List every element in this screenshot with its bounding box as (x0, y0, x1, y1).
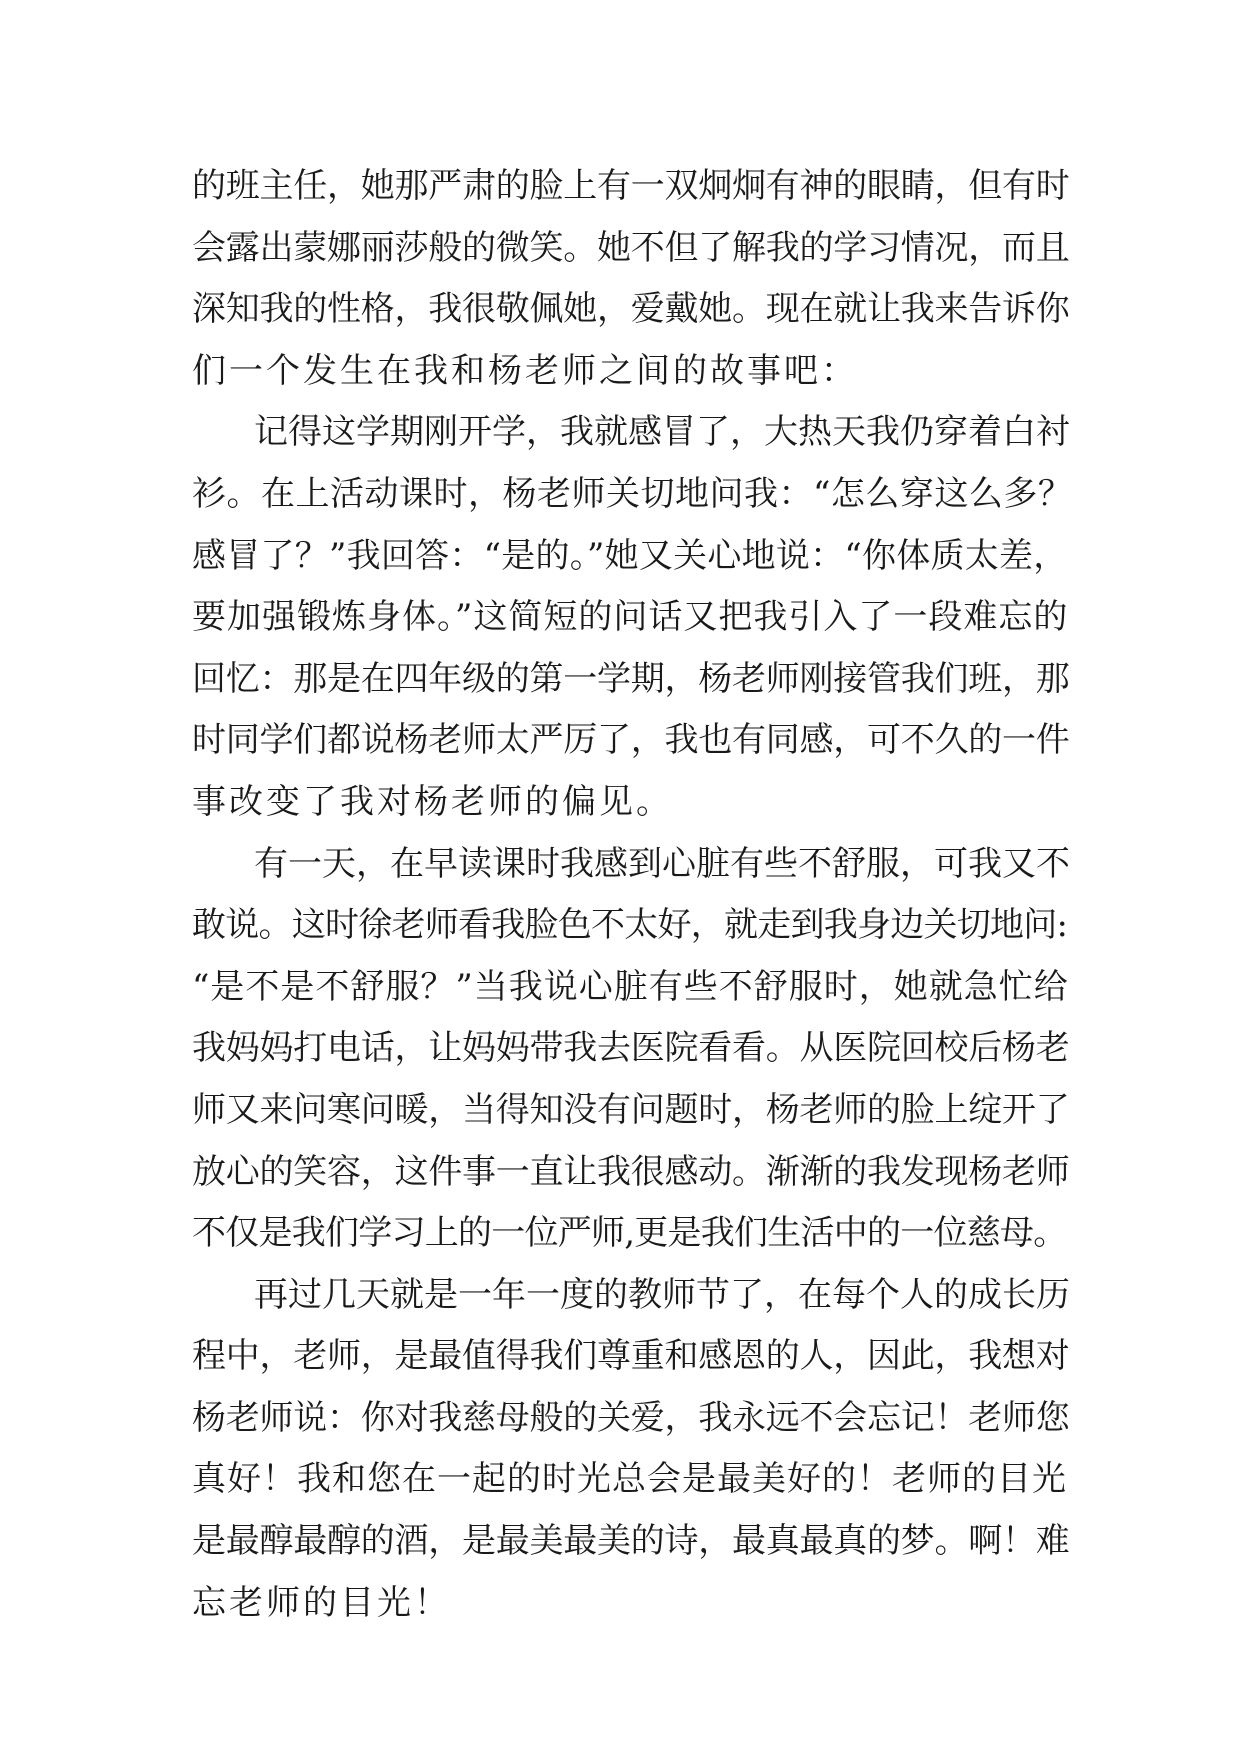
text-line: 我妈妈打电话，让妈妈带我去医院看看。从医院回校后杨老 (192, 1028, 1070, 1069)
text-line: 的班主任，她那严肃的脸上有一双炯炯有神的眼睛，但有时 (192, 166, 1070, 206)
text-line: 要加强锻炼身体。”这简短的问话又把我引入了一段难忘的 (192, 597, 1069, 638)
text-line: 敢说。这时徐老师看我脸色不太好，就走到我身边关切地问: (192, 905, 1068, 946)
text-line: 们一个发生在我和杨老师之间的故事吧： (192, 350, 858, 391)
text-line: 记得这学期刚开学，我就感冒了，大热天我仍穿着白衬 (254, 412, 1070, 453)
text-line: 时同学们都说杨老师太严厉了，我也有同感，可不久的一件 (192, 720, 1070, 761)
essay-body (192, 156, 1073, 1634)
text-line: 有一天，在早读课时我感到心脏有些不舒服，可我又不 (254, 843, 1070, 884)
text-line: 再过几天就是一年一度的教师节了，在每个人的成长历 (254, 1274, 1070, 1315)
text-line: 感冒了？”我回答：“是的。”她又关心地说：“你体质太差， (192, 535, 1068, 576)
text-line: 忘老师的目光！ (192, 1582, 451, 1623)
text-line: 回忆：那是在四年级的第一学期，杨老师刚接管我们班，那 (192, 658, 1070, 699)
text-line: 放心的笑容，这件事一直让我很感动。渐渐的我发现杨老师 (192, 1151, 1070, 1192)
text-line: 事改变了我对杨老师的偏见。 (192, 781, 673, 822)
text-line: “是不是不舒服？”当我说心脏有些不舒服时，她就急忙给 (192, 966, 1069, 1007)
text-line: 真好！我和您在一起的时光总会是最美好的！老师的目光 (192, 1459, 1067, 1500)
text-line: 师又来问寒问暖，当得知没有问题时，杨老师的脸上绽开了 (192, 1089, 1070, 1130)
text-line: 会露出蒙娜丽莎般的微笑。她不但了解我的学习情况，而且 (192, 227, 1070, 268)
text-line: 不仅是我们学习上的一位严师,更是我们生活中的一位慈母。 (192, 1213, 1067, 1254)
text-line: 是最醇最醇的酒，是最美最美的诗，最真最真的梦。啊！难 (192, 1521, 1070, 1562)
text-line: 衫。在上活动课时，杨老师关切地问我：“怎么穿这么多？ (192, 473, 1073, 514)
text-line: 程中，老师，是最值得我们尊重和感恩的人，因此，我想对 (192, 1336, 1070, 1377)
text-line: 深知我的性格，我很敬佩她，爱戴她。现在就让我来告诉你 (192, 289, 1070, 330)
text-line: 杨老师说：你对我慈母般的关爱，我永远不会忘记！老师您 (192, 1397, 1070, 1438)
